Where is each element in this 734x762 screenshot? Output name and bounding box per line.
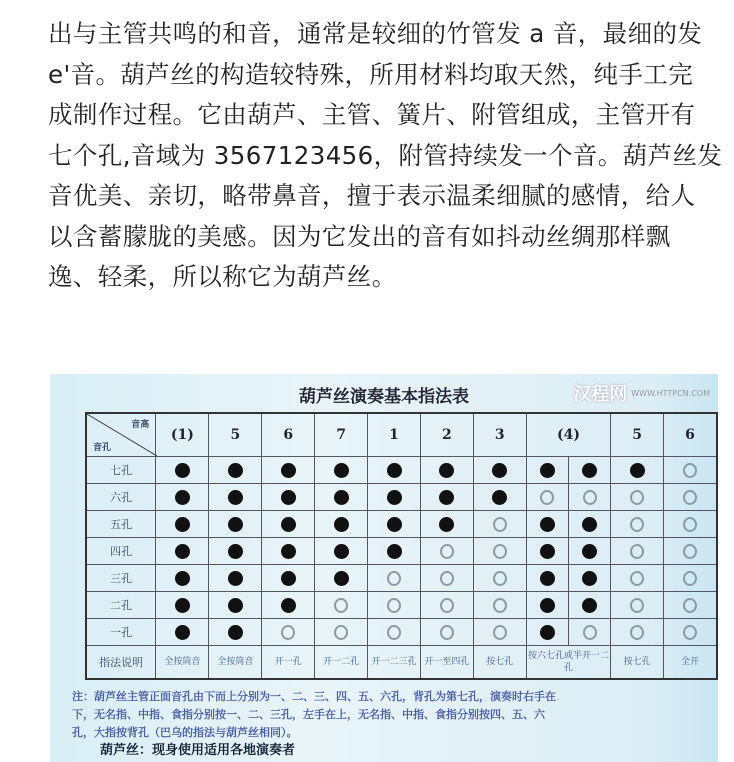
- closed-hole-icon: [334, 517, 349, 532]
- hole-label: 七孔: [86, 457, 156, 484]
- hole-label: 六孔: [86, 484, 156, 511]
- hole-cell: [156, 484, 209, 511]
- pitch-header: 1: [368, 413, 421, 457]
- hole-cell: [526, 565, 568, 592]
- hole-cell: [315, 457, 368, 484]
- open-hole-icon: [334, 625, 348, 640]
- hole-cell: [368, 457, 421, 484]
- hole-cell: [368, 538, 421, 565]
- closed-hole-icon: [228, 571, 243, 586]
- hole-cell: [611, 619, 664, 646]
- closed-hole-icon: [387, 463, 402, 478]
- pitch-header: 7: [315, 413, 368, 457]
- pitch-header: 5: [209, 413, 262, 457]
- closed-hole-icon: [540, 517, 555, 532]
- closed-hole-icon: [334, 490, 349, 505]
- closed-hole-icon: [175, 463, 190, 478]
- closed-hole-icon: [439, 490, 454, 505]
- open-hole-icon: [630, 490, 644, 505]
- hole-cell: [262, 484, 315, 511]
- closed-hole-icon: [281, 490, 296, 505]
- open-hole-icon: [683, 625, 697, 640]
- open-hole-icon: [683, 463, 697, 478]
- hole-cell: [526, 592, 568, 619]
- hole-cell: [315, 484, 368, 511]
- hole-cell: [664, 538, 717, 565]
- closed-hole-icon: [228, 463, 243, 478]
- text-line: 七个孔,音域为 3567123456，附管持续发一个音。葫芦丝发: [48, 140, 723, 170]
- hole-cell: [156, 457, 209, 484]
- hole-cell: [611, 511, 664, 538]
- closed-hole-icon: [630, 463, 645, 478]
- closed-hole-icon: [387, 490, 402, 505]
- closed-hole-icon: [334, 544, 349, 559]
- pitch-header: 6: [262, 413, 315, 457]
- closed-hole-icon: [540, 463, 555, 478]
- hole-cell: [568, 565, 610, 592]
- hole-cell: [420, 538, 473, 565]
- note-line: 孔，大指按背孔（巴乌的指法与葫芦丝相同）。: [72, 726, 298, 739]
- hole-cell: [473, 457, 526, 484]
- hole-cell: [568, 538, 610, 565]
- hole-cell: [420, 565, 473, 592]
- hole-cell: [209, 538, 262, 565]
- open-hole-icon: [387, 571, 401, 586]
- chart-title: 葫芦丝演奏基本指法表: [299, 387, 469, 407]
- hole-cell: [262, 538, 315, 565]
- pitch-header: (1): [156, 413, 209, 457]
- closed-hole-icon: [175, 625, 190, 640]
- watermark-url: WWW.HTTPCN.COM: [631, 388, 710, 398]
- fingering-note: 按七孔: [611, 646, 664, 680]
- hole-cell: [526, 511, 568, 538]
- closed-hole-icon: [582, 544, 597, 559]
- hole-label: 三孔: [86, 565, 156, 592]
- open-hole-icon: [493, 598, 507, 613]
- open-hole-icon: [334, 598, 348, 613]
- hole-cell: [526, 484, 568, 511]
- hole-cell: [664, 457, 717, 484]
- closed-hole-icon: [281, 598, 296, 613]
- hole-cell: [473, 565, 526, 592]
- hole-cell: [420, 592, 473, 619]
- hole-cell: [473, 538, 526, 565]
- open-hole-icon: [630, 517, 644, 532]
- closed-hole-icon: [439, 463, 454, 478]
- open-hole-icon: [683, 598, 697, 613]
- table-row: [86, 484, 717, 511]
- fingering-note: 开一至四孔: [420, 646, 473, 680]
- fingering-row: [86, 646, 717, 680]
- hole-cell: [473, 511, 526, 538]
- hole-cell: [315, 619, 368, 646]
- note-line: 下，无名指、中指、食指分别按一、二、三孔，左手在上，无名指、中指、食指分别按四、五、六: [72, 708, 545, 721]
- hole-cell: [368, 592, 421, 619]
- hole-label: 二孔: [86, 592, 156, 619]
- text-line: 成制作过程。它由葫芦、主管、簧片、附管组成，主管开有: [48, 100, 696, 129]
- hole-cell: [420, 457, 473, 484]
- closed-hole-icon: [281, 517, 296, 532]
- watermark-name: 汉程网: [573, 384, 628, 405]
- hole-cell: [568, 484, 610, 511]
- closed-hole-icon: [540, 625, 555, 640]
- fingering-note: 按七孔: [473, 646, 526, 680]
- closed-hole-icon: [582, 598, 597, 613]
- text-line: 逸、轻柔，所以称它为葫芦丝。: [48, 262, 397, 291]
- open-hole-icon: [630, 625, 644, 640]
- body-text: [48, 14, 728, 298]
- hole-cell: [156, 538, 209, 565]
- closed-hole-icon: [439, 517, 454, 532]
- open-hole-icon: [440, 571, 454, 586]
- pitch-header: 3: [473, 413, 526, 457]
- hole-cell: [420, 484, 473, 511]
- fingering-note: 开一二三孔: [368, 646, 421, 680]
- closed-hole-icon: [582, 463, 597, 478]
- open-hole-icon: [683, 544, 697, 559]
- hole-cell: [209, 484, 262, 511]
- hole-cell: [664, 484, 717, 511]
- hole-cell: [209, 457, 262, 484]
- fingering-label: 指法说明: [86, 646, 156, 680]
- hole-cell: [156, 565, 209, 592]
- open-hole-icon: [583, 490, 597, 505]
- text-line: 音优美、亲切，略带鼻音，擅于表示温柔细腻的感情，给人: [48, 181, 696, 210]
- watermark: [573, 380, 710, 406]
- table-row: [86, 457, 717, 484]
- hole-cell: [611, 592, 664, 619]
- table-row: [86, 619, 717, 646]
- text-line: 以含蓄朦胧的美感。因为它发出的音有如抖动丝绸那样飘: [48, 221, 671, 251]
- open-hole-icon: [387, 625, 401, 640]
- hole-cell: [473, 619, 526, 646]
- hole-cell: [611, 484, 664, 511]
- pitch-header: (4): [526, 413, 610, 457]
- open-hole-icon: [440, 625, 454, 640]
- hole-cell: [568, 457, 610, 484]
- table-row: [86, 538, 717, 565]
- table-row: [86, 511, 717, 538]
- closed-hole-icon: [228, 625, 243, 640]
- fingering-note: 按六七孔或半开一二孔: [526, 646, 610, 680]
- hole-cell: [262, 592, 315, 619]
- table-row: [86, 592, 717, 619]
- open-hole-icon: [440, 544, 454, 559]
- closed-hole-icon: [492, 463, 507, 478]
- closed-hole-icon: [175, 544, 190, 559]
- closed-hole-icon: [281, 571, 296, 586]
- header-row: [86, 413, 717, 457]
- hole-cell: [526, 619, 568, 646]
- hole-cell: [262, 457, 315, 484]
- hole-cell: [611, 457, 664, 484]
- hole-cell: [368, 484, 421, 511]
- hole-label: 四孔: [86, 538, 156, 565]
- closed-hole-icon: [582, 517, 597, 532]
- fingering-note: 全按筒音: [156, 646, 209, 680]
- note-line: 葫芦丝：现身使用适用各地演奏者: [100, 743, 296, 758]
- open-hole-icon: [630, 544, 644, 559]
- hole-cell: [156, 619, 209, 646]
- hole-cell: [209, 511, 262, 538]
- hole-cell: [368, 565, 421, 592]
- open-hole-icon: [493, 625, 507, 640]
- open-hole-icon: [683, 517, 697, 532]
- hole-cell: [368, 511, 421, 538]
- fingering-table: [85, 412, 718, 680]
- hole-cell: [420, 619, 473, 646]
- hole-cell: [315, 511, 368, 538]
- hole-cell: [611, 538, 664, 565]
- closed-hole-icon: [334, 463, 349, 478]
- open-hole-icon: [683, 490, 697, 505]
- hole-cell: [315, 565, 368, 592]
- closed-hole-icon: [228, 544, 243, 559]
- hole-cell: [209, 565, 262, 592]
- hole-cell: [262, 565, 315, 592]
- pitch-header: 6: [664, 413, 717, 457]
- closed-hole-icon: [281, 544, 296, 559]
- fingering-chart-image: [50, 374, 718, 762]
- fingering-note: 开一孔: [262, 646, 315, 680]
- pitch-header: 5: [611, 413, 664, 457]
- closed-hole-icon: [582, 571, 597, 586]
- closed-hole-icon: [175, 598, 190, 613]
- open-hole-icon: [281, 625, 295, 640]
- hole-cell: [209, 592, 262, 619]
- hole-cell: [526, 538, 568, 565]
- hole-cell: [473, 592, 526, 619]
- open-hole-icon: [630, 571, 644, 586]
- hole-label: 一孔: [86, 619, 156, 646]
- closed-hole-icon: [228, 598, 243, 613]
- closed-hole-icon: [540, 571, 555, 586]
- hole-cell: [156, 592, 209, 619]
- hole-cell: [664, 619, 717, 646]
- fingering-note: 开一二孔: [315, 646, 368, 680]
- hole-cell: [262, 619, 315, 646]
- hole-cell: [315, 592, 368, 619]
- hole-label: 五孔: [86, 511, 156, 538]
- notes: [72, 688, 702, 760]
- text-line: e'音。葫芦丝的构造较特殊，所用材料均取天然，纯手工完: [48, 59, 694, 89]
- hole-cell: [568, 592, 610, 619]
- hole-cell: [315, 538, 368, 565]
- corner-bottom: 音孔: [93, 443, 112, 453]
- closed-hole-icon: [175, 490, 190, 505]
- open-hole-icon: [493, 544, 507, 559]
- open-hole-icon: [683, 571, 697, 586]
- closed-hole-icon: [175, 571, 190, 586]
- table-row: [86, 565, 717, 592]
- hole-cell: [209, 619, 262, 646]
- hole-cell: [526, 457, 568, 484]
- open-hole-icon: [493, 517, 507, 532]
- closed-hole-icon: [334, 571, 349, 586]
- closed-hole-icon: [540, 544, 555, 559]
- open-hole-icon: [583, 625, 597, 640]
- closed-hole-icon: [228, 517, 243, 532]
- hole-cell: [664, 592, 717, 619]
- corner-cell: [86, 413, 156, 457]
- closed-hole-icon: [492, 490, 507, 505]
- closed-hole-icon: [540, 598, 555, 613]
- hole-cell: [473, 484, 526, 511]
- note-line: 注：葫芦丝主管正面音孔由下而上分别为一、二、三、四、五、六孔，背孔为第七孔，演奏时右手在: [72, 690, 556, 703]
- hole-cell: [156, 511, 209, 538]
- closed-hole-icon: [175, 517, 190, 532]
- closed-hole-icon: [228, 490, 243, 505]
- closed-hole-icon: [387, 544, 402, 559]
- text-line: 出与主管共鸣的和音，通常是较细的竹管发 a 音，最细的发: [48, 19, 703, 48]
- open-hole-icon: [630, 598, 644, 613]
- fingering-note: 全开: [664, 646, 717, 680]
- open-hole-icon: [540, 490, 554, 505]
- open-hole-icon: [493, 571, 507, 586]
- hole-cell: [664, 511, 717, 538]
- hole-cell: [368, 619, 421, 646]
- corner-top: 音高: [131, 420, 150, 430]
- open-hole-icon: [387, 598, 401, 613]
- hole-cell: [568, 511, 610, 538]
- hole-cell: [611, 565, 664, 592]
- hole-cell: [664, 565, 717, 592]
- fingering-note: 全按筒音: [209, 646, 262, 680]
- hole-cell: [420, 511, 473, 538]
- hole-cell: [568, 619, 610, 646]
- open-hole-icon: [440, 598, 454, 613]
- closed-hole-icon: [281, 463, 296, 478]
- closed-hole-icon: [387, 517, 402, 532]
- pitch-header: 2: [420, 413, 473, 457]
- hole-cell: [262, 511, 315, 538]
